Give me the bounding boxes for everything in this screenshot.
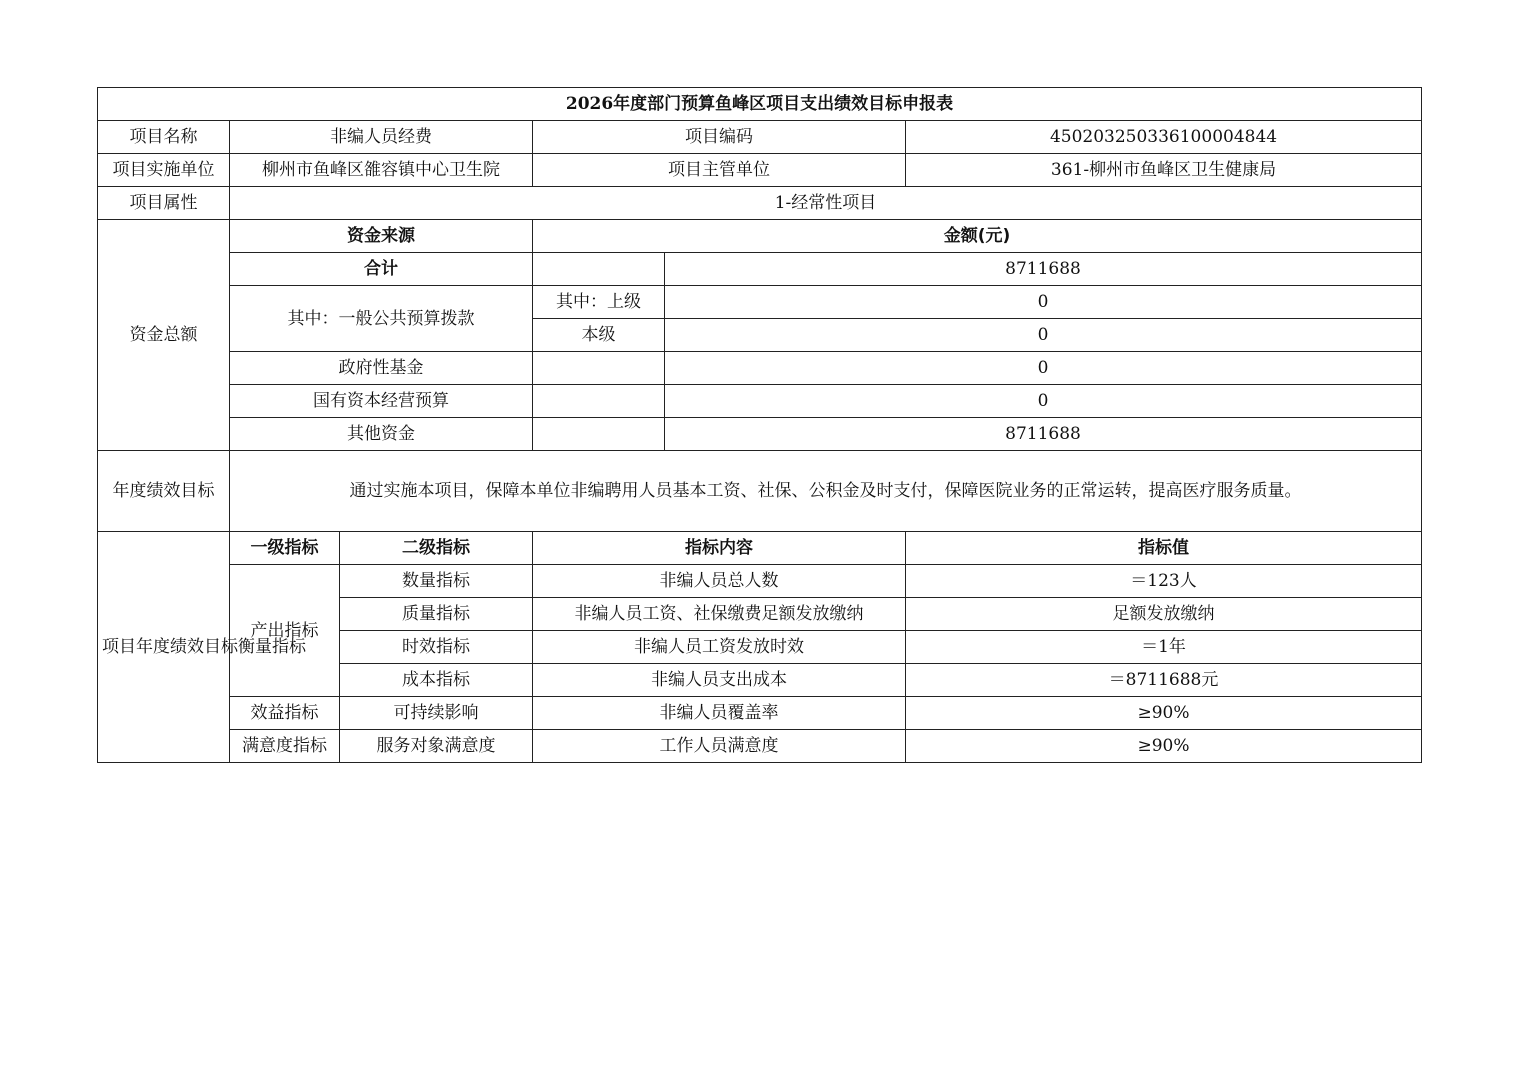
content-cell: 非编人员工资发放时效 xyxy=(533,631,906,664)
other-funds-blank-cell xyxy=(533,418,665,451)
output-indicator-label: 产出指标 xyxy=(230,565,340,697)
table-row xyxy=(98,565,1422,598)
level1-header: 一级指标 xyxy=(230,532,340,565)
funds-total-label: 资金总额 xyxy=(98,220,230,451)
value-cell: ＝123人 xyxy=(906,565,1422,598)
upper-level-value: 0 xyxy=(665,286,1422,319)
table-row xyxy=(98,730,1422,763)
annual-goal-label: 年度绩效目标 xyxy=(98,451,230,532)
level2-cell: 质量指标 xyxy=(340,598,533,631)
value-header: 指标值 xyxy=(906,532,1422,565)
value-cell: ≥90% xyxy=(906,730,1422,763)
state-capital-label: 国有资本经营预算 xyxy=(230,385,533,418)
level2-cell: 时效指标 xyxy=(340,631,533,664)
amount-header: 金额(元) xyxy=(533,220,1422,253)
annual-goal-text: 通过实施本项目，保障本单位非编聘用人员基本工资、社保、公积金及时支付，保障医院业务的正常运转，提高医疗服务质量。 xyxy=(230,451,1422,532)
managing-unit-value: 361-柳州市鱼峰区卫生健康局 xyxy=(906,154,1422,187)
local-level-value: 0 xyxy=(665,319,1422,352)
state-capital-value: 0 xyxy=(665,385,1422,418)
level2-cell: 可持续影响 xyxy=(340,697,533,730)
gov-fund-label: 政府性基金 xyxy=(230,352,533,385)
level2-cell: 成本指标 xyxy=(340,664,533,697)
content-cell: 非编人员支出成本 xyxy=(533,664,906,697)
project-name-label: 项目名称 xyxy=(98,121,230,154)
content-cell: 非编人员覆盖率 xyxy=(533,697,906,730)
gov-fund-blank-cell xyxy=(533,352,665,385)
fund-source-header: 资金来源 xyxy=(230,220,533,253)
other-funds-label: 其他资金 xyxy=(230,418,533,451)
content-header: 指标内容 xyxy=(533,532,906,565)
impl-unit-value: 柳州市鱼峰区雒容镇中心卫生院 xyxy=(230,154,533,187)
content-cell: 非编人员工资、社保缴费足额发放缴纳 xyxy=(533,598,906,631)
general-budget-label: 其中：一般公共预算拨款 xyxy=(230,286,533,352)
total-value: 8711688 xyxy=(665,253,1422,286)
managing-unit-label: 项目主管单位 xyxy=(533,154,906,187)
project-code-label: 项目编码 xyxy=(533,121,906,154)
benefit-indicator-label: 效益指标 xyxy=(230,697,340,730)
impl-unit-label: 项目实施单位 xyxy=(98,154,230,187)
project-attr-value: 1-经常性项目 xyxy=(230,187,1422,220)
upper-level-label: 其中：上级 xyxy=(533,286,665,319)
content-cell: 非编人员总人数 xyxy=(533,565,906,598)
level2-header: 二级指标 xyxy=(340,532,533,565)
level2-cell: 服务对象满意度 xyxy=(340,730,533,763)
other-funds-value: 8711688 xyxy=(665,418,1422,451)
value-cell: ＝8711688元 xyxy=(906,664,1422,697)
indicators-label: 项目年度绩效目标衡量指标 xyxy=(98,532,230,763)
total-blank-cell xyxy=(533,253,665,286)
content-cell: 工作人员满意度 xyxy=(533,730,906,763)
value-cell: 足额发放缴纳 xyxy=(906,598,1422,631)
table-row xyxy=(98,697,1422,730)
value-cell: ≥90% xyxy=(906,697,1422,730)
page-title: 2026年度部门预算鱼峰区项目支出绩效目标申报表 xyxy=(98,88,1422,121)
project-attr-label: 项目属性 xyxy=(98,187,230,220)
local-level-label: 本级 xyxy=(533,319,665,352)
total-label: 合计 xyxy=(230,253,533,286)
state-capital-blank-cell xyxy=(533,385,665,418)
performance-target-table xyxy=(97,87,1422,763)
project-name-value: 非编人员经费 xyxy=(230,121,533,154)
gov-fund-value: 0 xyxy=(665,352,1422,385)
satisfaction-indicator-label: 满意度指标 xyxy=(230,730,340,763)
level2-cell: 数量指标 xyxy=(340,565,533,598)
value-cell: ＝1年 xyxy=(906,631,1422,664)
project-code-value: 450203250336100004844 xyxy=(906,121,1422,154)
